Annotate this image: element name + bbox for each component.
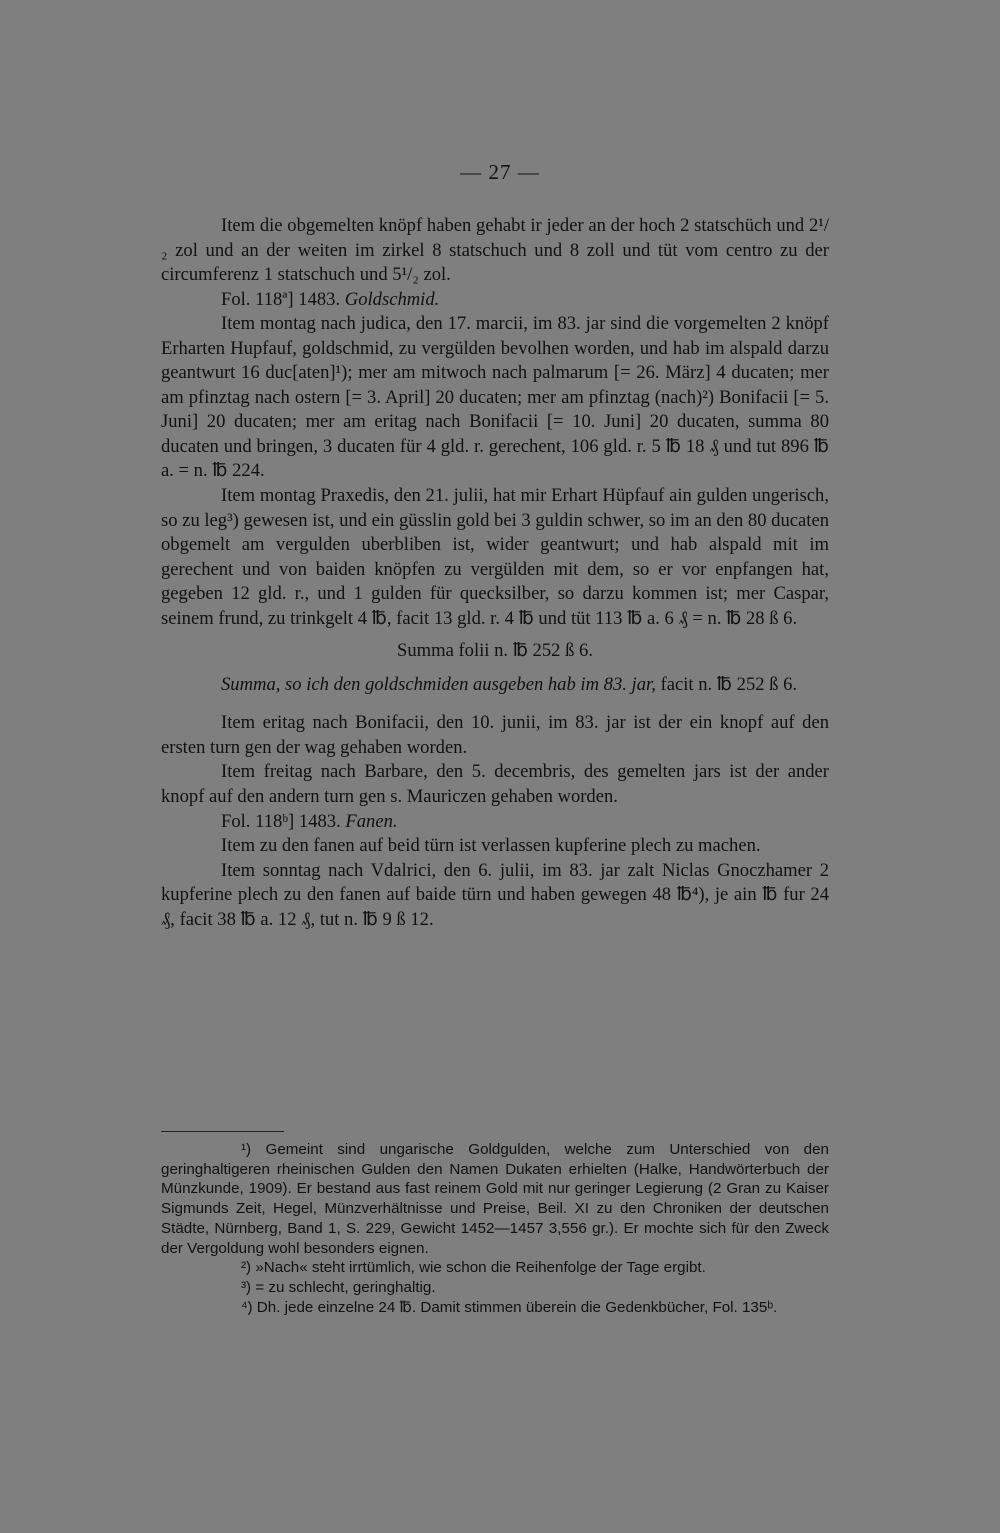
footnote-1: ¹) Gemeint sind ungarische Goldgulden, welche zum Unterschied von den geringhaltigeren rheinischen Gulden den Namen Dukaten erhielten (Halke, Handwörterbuch der Münzkunde, 1909). Er bestand aus fast reinem Gold mit nur geringer Legierung (2 Gran zu Kaiser Sigmunds Zeit, Hegel, Münzverhältnisse und Preise, Beil. XI zu den Chroniken der deutschen Städte, Nürnberg, Band 1, S. 229, Gewicht 1452—1457 3,556 gr.). Er mochte sich für den Zweck der Vergoldung wohl besonders eignen. (161, 1141, 829, 1257)
summa-paragraph (161, 673, 829, 698)
footnote-3: ³) = zu schlecht, geringhaltig. (241, 1278, 436, 1296)
footnote-separator (161, 1131, 284, 1132)
folio-reference: Fol. 118ª] 1483. (221, 288, 341, 310)
section-heading (161, 288, 829, 313)
footnote-4: ⁴) Dh. jede einzelne 24 ℔. Damit stimmen überein die Gedenkbücher, Fol. 135ᵇ. (241, 1298, 778, 1316)
section-heading (161, 810, 829, 835)
paragraph: Item eritag nach Bonifacii, den 10. junii, im 83. jar ist der ein knopf auf den ersten turn gen der wag gehaben worden. (161, 712, 829, 758)
paragraph: Item zu den fanen auf beid türn ist verlassen kupferine plech zu machen. (221, 835, 761, 857)
folio-reference: Fol. 118ᵇ] 1483. (221, 810, 341, 832)
paragraph: Item die obgemelten knöpf haben gehabt ir jeder an der hoch 2 statschüch und 2¹/₂ zol und an der weiten im zirkel 8 statschuch und 8 zoll und tüt vom centro zu der circumferenz 1 statschuch und 5¹/₂ zol. (161, 215, 829, 286)
summa-folii: Summa folii n. ℔ 252 ß 6. (397, 640, 593, 662)
section-title: Fanen. (345, 810, 398, 832)
footnotes (161, 1140, 829, 1317)
paragraph: Item freitag nach Barbare, den 5. decembris, des gemelten jars ist der ander knopf auf den andern turn gen s. Mauriczen gehaben worden. (161, 761, 829, 808)
paragraph: Item montag nach judica, den 17. marcii, im 83. jar sind die vorgemelten 2 knöpf Erharten Hupfauf, goldschmid, zu vergülden bevolhen worden, und hab im alspald darzu geantwurt 16 duc[aten]¹); mer am mitwoch nach palmarum [= 26. März] 4 ducaten; mer am pfinztag nach ostern [= 3. April] 20 ducaten; mer am pfinztag (nach)²) Bonifacii [= 5. Juni] 20 ducaten; mer am eritag nach Bonifacii [= 10. Juni] 20 ducaten, summa 80 ducaten und bringen, 3 ducaten für 4 gld. r. gerechent, 106 gld. r. 5 ℔ 18 ₰ und tut 896 ℔ a. = n. ℔ 224. (161, 313, 829, 482)
main-text (161, 214, 829, 932)
paragraph: Item sonntag nach Vdalrici, den 6. julii, im 83. jar zalt Niclas Gnoczhamer 2 kupferine plech zu den fanen auf baide türn und haben gewegen 48 ℔⁴), je ain ℔ fur 24 ₰, facit 38 ℔ a. 12 ₰, tut n. ℔ 9 ß 12. (161, 859, 829, 930)
summa-total: facit n. ℔ 252 ß 6. (660, 673, 798, 695)
summa-italic-text: Summa, so ich den goldschmiden ausgeben hab im 83. jar, (221, 673, 656, 695)
footnote-2: ²) »Nach« steht irrtümlich, wie schon die Reihenfolge der Tage ergibt. (241, 1259, 706, 1277)
paragraph: Item montag Praxedis, den 21. julii, hat mir Erhart Hüpfauf ain gulden ungerisch, so zu leg³) gewesen ist, und ein güsslin gold bei 3 guldin schwer, so im an den 80 ducaten obgemelt am vergulden uberbliben ist, wider geantwurt; und hab alspald mit im gerechent und von baiden knöpfen zu vergülden mit dem, so er vor enpfangen hat, gegeben 12 gld. r., und 1 gulden für quecksilber, so darzu kommen ist; mer Caspar, seinem frund, zu trinkgelt 4 ℔, facit 13 gld. r. 4 ℔ und tüt 113 ℔ a. 6 ₰ = n. ℔ 28 ß 6. (161, 485, 829, 629)
page-number: — 27 — (460, 160, 540, 184)
section-title: Goldschmid. (344, 288, 440, 310)
